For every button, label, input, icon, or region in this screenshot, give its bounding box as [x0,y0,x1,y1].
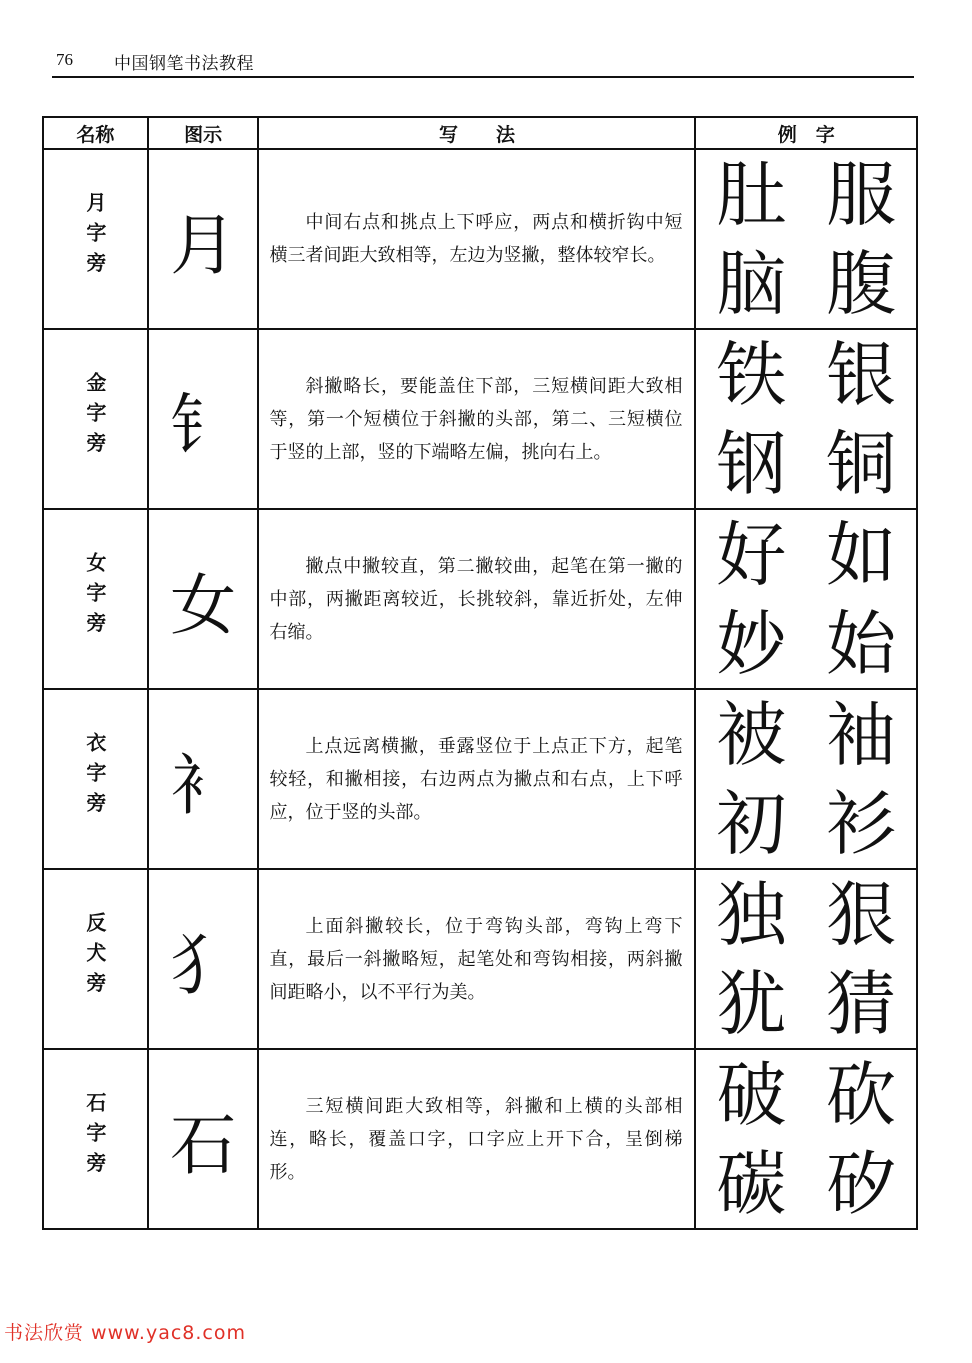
writing-method: 撇点中撇较直，第二撇较曲，起笔在第一撇的中部，两撇距离较近，长挑较斜，靠近折处，左伸右缩。 [258,509,695,689]
example-character: 肚 [716,153,787,236]
radical-name-cell [43,509,148,689]
example-character: 始 [826,602,897,685]
table-row [43,329,917,509]
radical-figure: 衤 [148,689,259,869]
table-row [43,149,917,329]
example-character: 破 [716,1053,787,1136]
book-title: 中国钢笔书法教程 [114,54,254,74]
radical-name-cell [43,869,148,1049]
example-character: 服 [826,153,897,236]
example-grid [696,870,916,1048]
writing-method: 三短横间距大致相等，斜撇和上横的头部相连，略长，覆盖口字，口字应上开下合，呈倒梯形。 [258,1049,695,1229]
example-grid [696,1050,916,1228]
radical-figure: 石 [148,1049,259,1229]
radical-figure: 钅 [148,329,259,509]
example-character: 袖 [826,693,897,776]
table-row [43,689,917,869]
page-number: 76 [56,50,73,69]
column-header-method: 写 法 [258,117,695,149]
writing-method: 上面斜撇较长，位于弯钩头部，弯钩上弯下直，最后一斜撇略短，起笔处和弯钩相接，两斜撇间距略小，以不平行为美。 [258,869,695,1049]
example-cell [695,509,917,689]
example-character: 钢 [716,422,787,505]
example-grid [696,510,916,688]
radical-name-cell [43,689,148,869]
radical-table [42,116,918,1230]
example-character: 好 [716,513,787,596]
table-row [43,869,917,1049]
table-header-row [43,117,917,149]
example-character: 银 [826,333,897,416]
radical-name: 金字旁 [82,371,107,462]
example-cell [695,149,917,329]
example-character: 独 [716,873,787,956]
table-row [43,509,917,689]
radical-name-cell [43,329,148,509]
example-grid [696,690,916,868]
radical-figure: 犭 [148,869,259,1049]
radical-name: 衣字旁 [82,731,107,822]
example-character: 如 [826,513,897,596]
radical-figure: 女 [148,509,259,689]
column-header-figure: 图示 [148,117,259,149]
radical-name: 石字旁 [82,1091,107,1182]
example-character: 腹 [826,242,897,325]
example-cell [695,869,917,1049]
radical-name-cell [43,149,148,329]
watermark-link[interactable]: 书法欣赏 www.yac8.com [4,1322,246,1344]
radical-figure: 月 [148,149,259,329]
example-character: 妙 [716,602,787,685]
example-grid [696,330,916,508]
example-character: 脑 [716,242,787,325]
example-character: 初 [716,782,787,865]
table-row [43,1049,917,1229]
example-character: 铁 [716,333,787,416]
writing-method: 中间右点和挑点上下呼应，两点和横折钩中短横三者间距大致相等，左边为竖撇，整体较窄长。 [258,149,695,329]
example-grid [696,150,916,328]
example-character: 铜 [826,422,897,505]
example-character: 衫 [826,782,897,865]
example-character: 犹 [716,962,787,1045]
example-cell [695,689,917,869]
radical-name: 反犬旁 [82,911,107,1002]
writing-method: 上点远离横撇，垂露竖位于上点正下方，起笔较轻，和撇相接，右边两点为撇点和右点，上下呼应，位于竖的头部。 [258,689,695,869]
example-character: 砍 [826,1053,897,1136]
radical-name: 女字旁 [82,551,107,642]
example-character: 被 [716,693,787,776]
example-character: 矽 [826,1142,897,1225]
column-header-examples: 例 字 [695,117,917,149]
example-cell [695,329,917,509]
radical-name: 月字旁 [82,191,107,282]
radical-name-cell [43,1049,148,1229]
example-character: 狠 [826,873,897,956]
example-cell [695,1049,917,1229]
writing-method: 斜撇略长，要能盖住下部，三短横间距大致相等，第一个短横位于斜撇的头部，第二、三短横位于竖的上部，竖的下端略左偏，挑向右上。 [258,329,695,509]
column-header-name: 名称 [43,117,148,149]
page-header [52,48,914,78]
example-character: 猜 [826,962,897,1045]
example-character: 碳 [716,1142,787,1225]
